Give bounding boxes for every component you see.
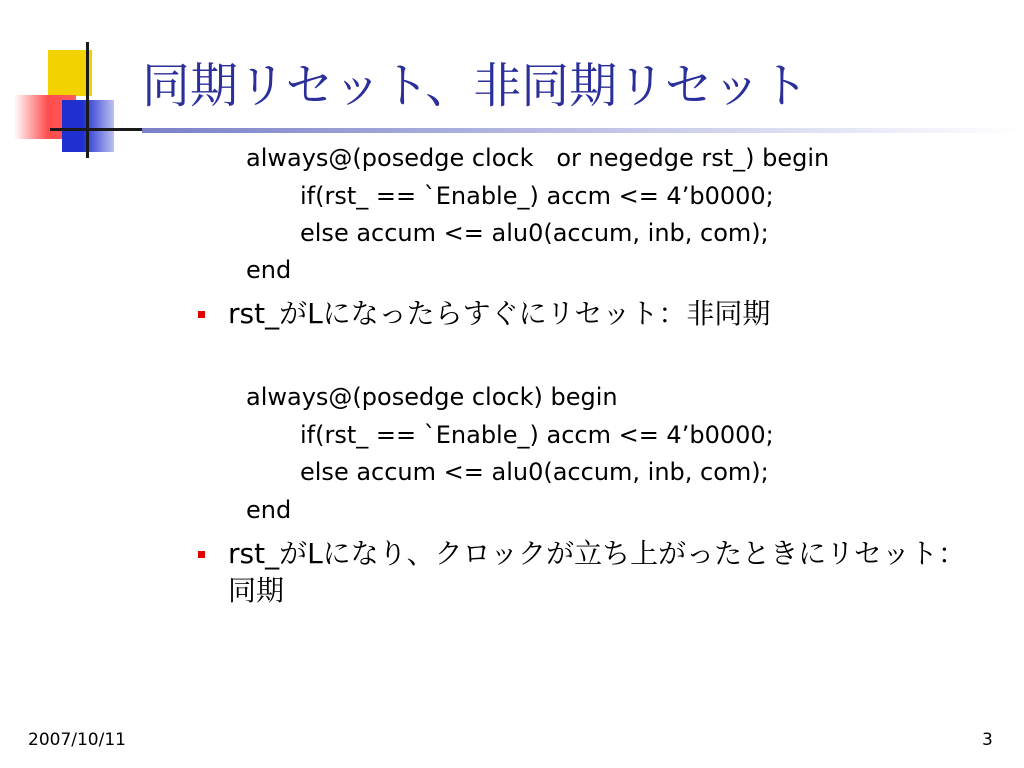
footer-date: 2007/10/11 [28,730,126,750]
code-line: else accum <= alu0(accum, inb, com); [300,458,769,486]
bullet-marker [198,311,205,318]
code-line: else accum <= alu0(accum, inb, com); [300,219,769,247]
page-number: 3 [982,730,993,750]
code-line: if(rst_ == `Enable_) accm <= 4’b0000; [300,182,774,210]
bullet-text: rst_がLになったらすぐにリセット：非同期 [228,297,771,330]
title-underline [142,128,1022,133]
logo-vertical-line [86,42,89,158]
code-line: always@(posedge clock or negedge rst_) begin [246,144,830,172]
bullet-text: rst_がLになり、クロックが立ち上がったときにリセット： [228,537,966,570]
code-line: end [246,496,292,524]
bullet-text-continuation: 同期 [228,574,285,607]
bullet-marker [198,551,205,558]
logo-horizontal-line [50,128,142,131]
code-line: if(rst_ == `Enable_) accm <= 4’b0000; [300,421,774,449]
code-line: end [246,256,292,284]
slide-title: 同期リセット、非同期リセット [142,58,809,114]
code-line: always@(posedge clock) begin [246,383,618,411]
